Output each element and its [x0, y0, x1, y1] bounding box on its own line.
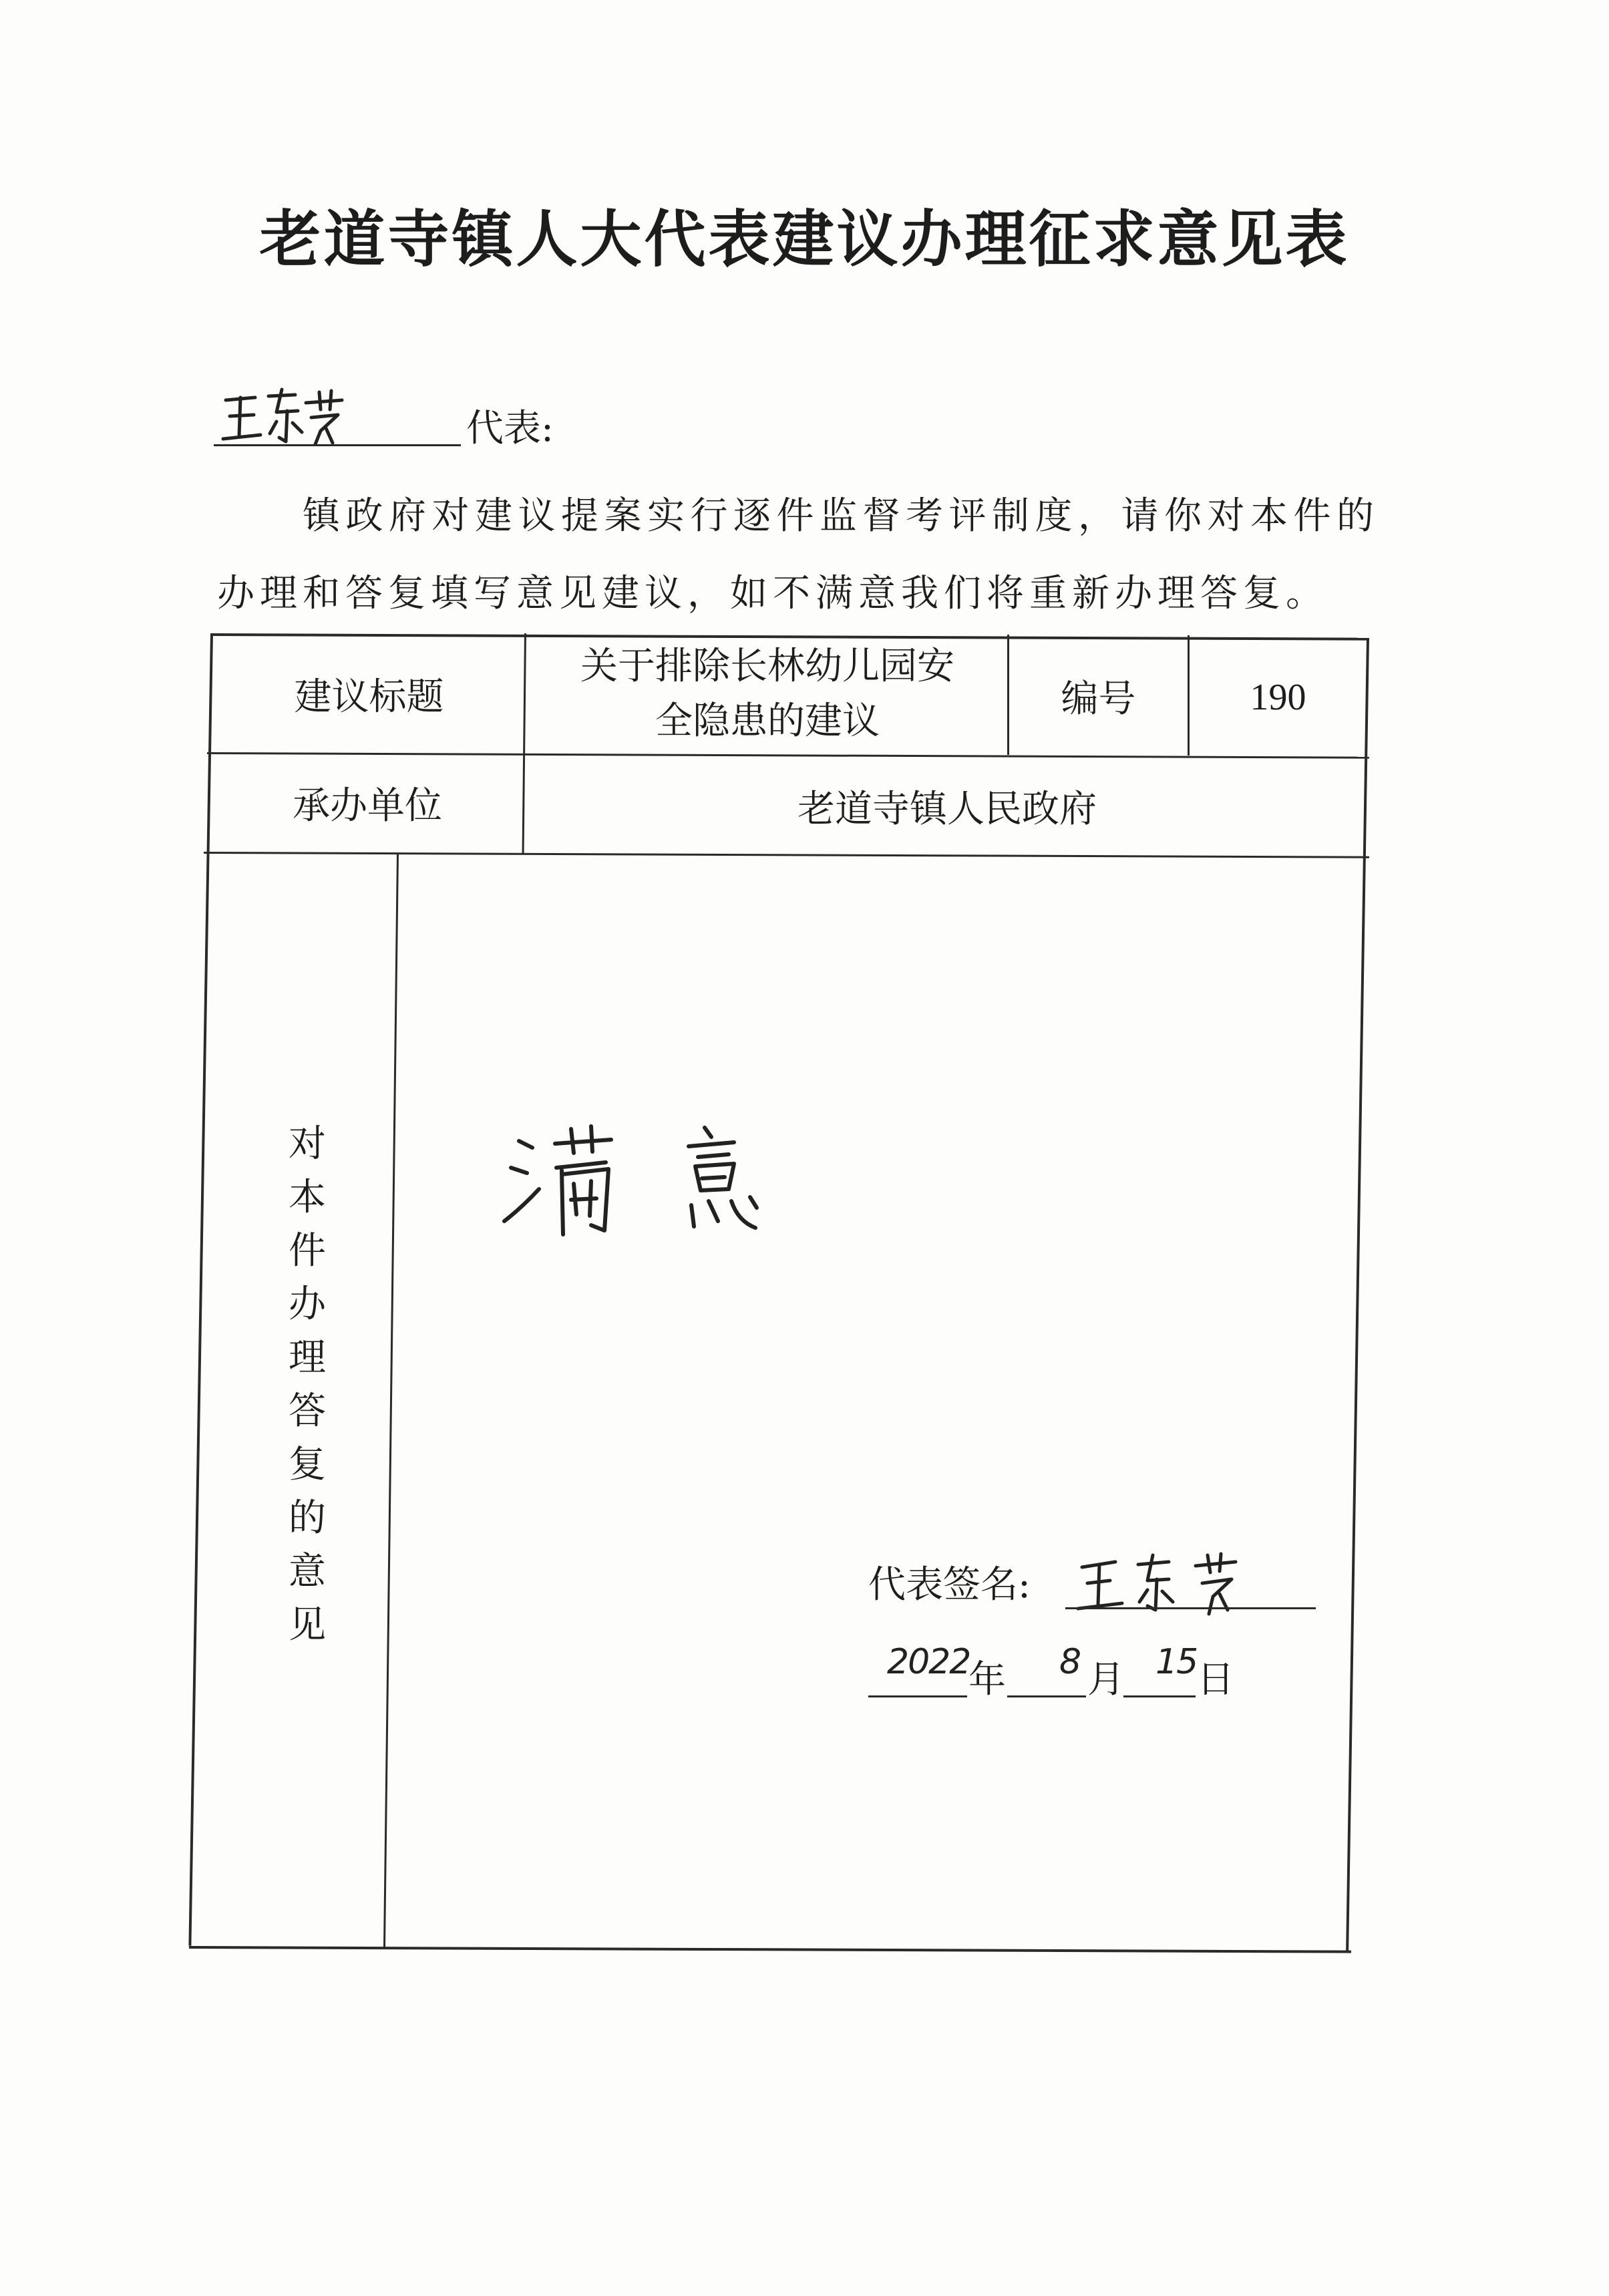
signature-block [868, 1548, 1349, 1722]
opinion-label-char: 见 [289, 1603, 326, 1647]
date-day-unit: 日 [1197, 1658, 1234, 1701]
number-label: 编号 [1061, 677, 1136, 721]
addressee-label: 代表: [466, 407, 554, 450]
opinion-label-char: 意 [289, 1550, 326, 1593]
date-year-underline [868, 1695, 967, 1697]
handling-unit-label: 承办单位 [293, 784, 442, 828]
suggestion-title-line-2: 全隐患的建议 [655, 699, 880, 743]
date-row [868, 1635, 1269, 1701]
date-year [868, 1642, 1006, 1701]
intro-paragraph: 镇政府对建议提案实行逐件监督考评制度，请你对本件的办理和答复填写意见建议，如不满意我们将重新办理答复。 [217, 494, 1379, 615]
handwritten-signature [1069, 1548, 1289, 1615]
addressee-line [214, 384, 574, 451]
date-year-unit: 年 [968, 1658, 1006, 1701]
opinion-form-table [187, 633, 1369, 1959]
signature-label: 代表签名: [868, 1563, 1031, 1607]
opinion-vertical-label [274, 1114, 341, 1647]
handwritten-representative-name [220, 384, 347, 446]
date-month-unit: 月 [1087, 1658, 1125, 1701]
table-border-bottom [189, 1946, 1351, 1953]
date-month-underline [1007, 1695, 1086, 1697]
opinion-label-char: 理 [289, 1336, 326, 1379]
opinion-label-char: 复 [289, 1443, 326, 1486]
date-day-underline [1123, 1695, 1196, 1697]
opinion-label-char: 本 [289, 1176, 326, 1219]
document-title: 老道寺镇人大代表建议办理征求意见表 [259, 203, 1350, 275]
date-month-value: 8 [1059, 1642, 1081, 1682]
date-day-value: 15 [1155, 1642, 1198, 1682]
number-value: 190 [1250, 677, 1306, 718]
addressee-underline [214, 444, 461, 446]
opinion-label-char: 答 [289, 1389, 326, 1433]
suggestion-title-value [528, 637, 1007, 752]
handwritten-opinion [491, 1114, 1025, 1248]
opinion-label-char: 件 [289, 1229, 326, 1273]
opinion-label-char: 的 [289, 1496, 326, 1540]
suggestion-title-line-1: 关于排除长林幼儿园安 [580, 645, 954, 688]
date-month [1007, 1642, 1125, 1701]
table-border-left [188, 633, 213, 1946]
date-year-value: 2022 [887, 1642, 970, 1682]
opinion-label-char: 办 [289, 1283, 326, 1326]
suggestion-title-label: 建议标题 [294, 675, 444, 719]
date-day [1123, 1642, 1237, 1701]
handling-unit-value: 老道寺镇人民政府 [797, 788, 1097, 831]
opinion-label-char: 对 [289, 1122, 326, 1166]
table-border-opinion-divider [383, 854, 399, 1949]
signature-underline [1065, 1607, 1316, 1609]
